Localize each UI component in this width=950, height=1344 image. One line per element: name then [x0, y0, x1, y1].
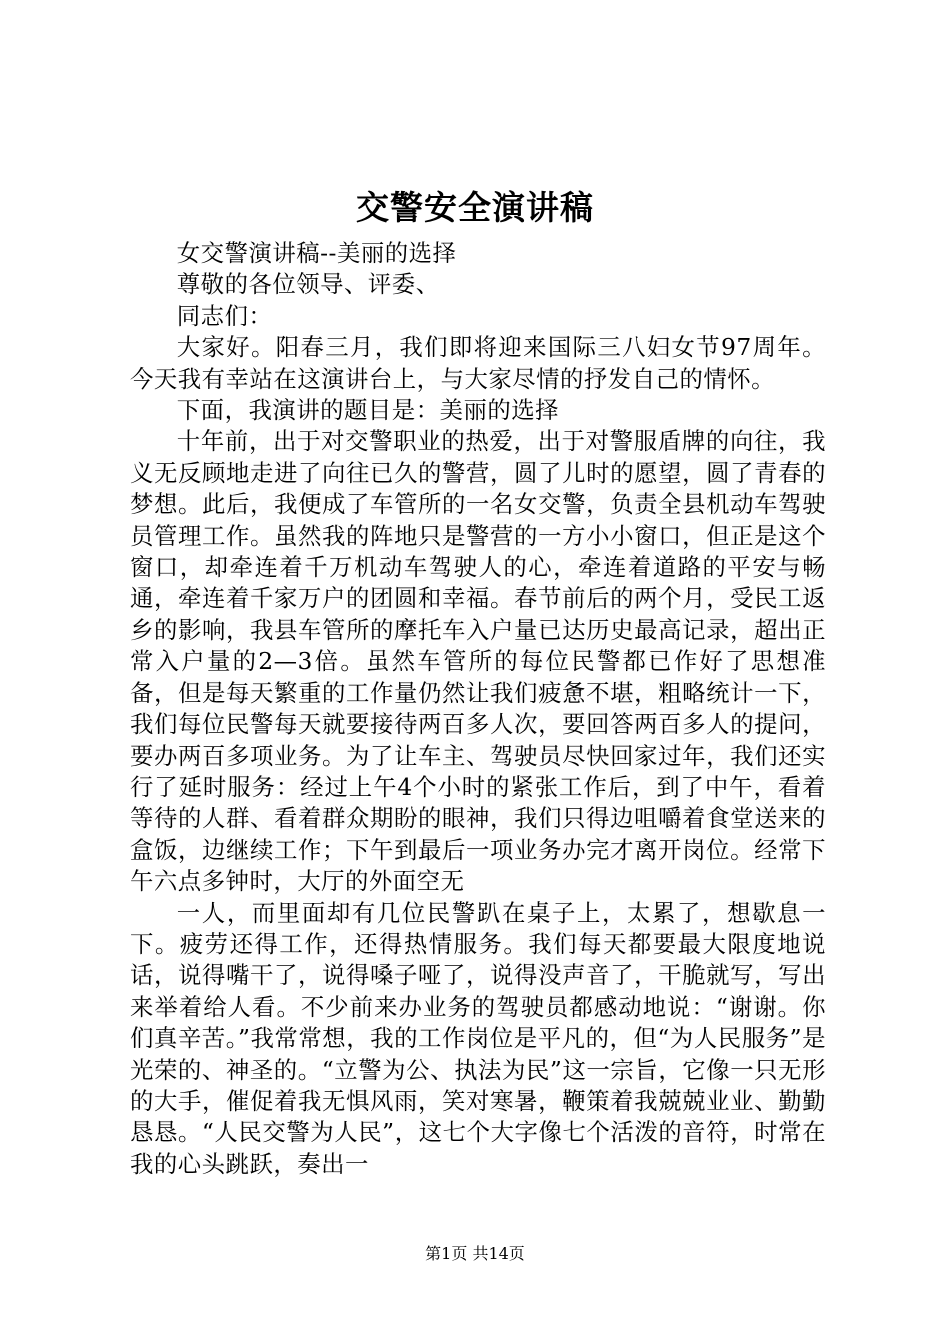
body-paragraph: 下面，我演讲的题目是：美丽的选择: [176, 396, 560, 425]
body-paragraph: 十年前，出于对交警职业的热爱，出于对警服盾牌的向往，我义无反顾地走进了向往已久的警营，圆了儿时的愿望，圆了青春的梦想。此后，我便成了车管所的一名女交警，负责全县机动车驾驶员管理工作。虽然我的阵地只是警营的一方小小窗口，但正是这个窗口，却牵连着千万机动车驾驶人的心，牵连着道路的平安与畅通，牵连着千家万户的团圆和幸福。春节前后的两个月，受民工返乡的影响，我县车管所的摩托车入户量已达历史最高记录，超出正常入户量的2—3倍。虽然车管所的每位民警都已作好了思想准备，但是每天繁重的工作量仍然让我们疲惫不堪，粗略统计一下，我们每位民警每天就要接待两百多人次，要回答两百多人的提问，要办两百多项业务。为了让车主、驾驶员尽快回家过年，我们还实行了延时服务：经过上午4个小时的紧张工作后，到了中午，看着等待的人群、看着群众期盼的眼神，我们只得边咀嚼着食堂送来的盒饭，边继续工作；下午到最后一项业务办完才离开岗位。经常下午六点多钟时，大厅的外面空无: [130, 427, 826, 896]
body-paragraph: 一人，而里面却有几位民警趴在桌子上，太累了，想歇息一下。疲劳还得工作，还得热情服务。我们每天都要最大限度地说话，说得嘴干了，说得嗓子哑了，说得没声音了，干脆就写，写出来举着给人看。不少前来办业务的驾驶员都感动地说：“谢谢。你们真辛苦。”我常常想，我的工作岗位是平凡的，但“为人民服务”是光荣的、神圣的。“立警为公、执法为民”这一宗旨，它像一只无形的大手，催促着我无惧风雨，笑对寒暑，鞭策着我兢兢业业、勤勤恳恳。“人民交警为人民”，这七个大字像七个活泼的音符，时常在我的心头跳跃，奏出一: [130, 898, 826, 1178]
page-title: 交警安全演讲稿: [356, 188, 594, 227]
body-paragraph: 大家好。阳春三月，我们即将迎来国际三八妇女节97周年。今天我有幸站在这演讲台上，与大家尽情的抒发自己的情怀。: [130, 333, 826, 393]
subtitle-paragraph: 女交警演讲稿--美丽的选择: [176, 239, 457, 267]
document-body: [130, 238, 826, 1180]
salutation-paragraph: 同志们：: [176, 301, 273, 330]
page-footer: 第1页 共14页: [425, 1244, 525, 1263]
salutation-paragraph: 尊敬的各位领导、评委、: [176, 270, 440, 299]
